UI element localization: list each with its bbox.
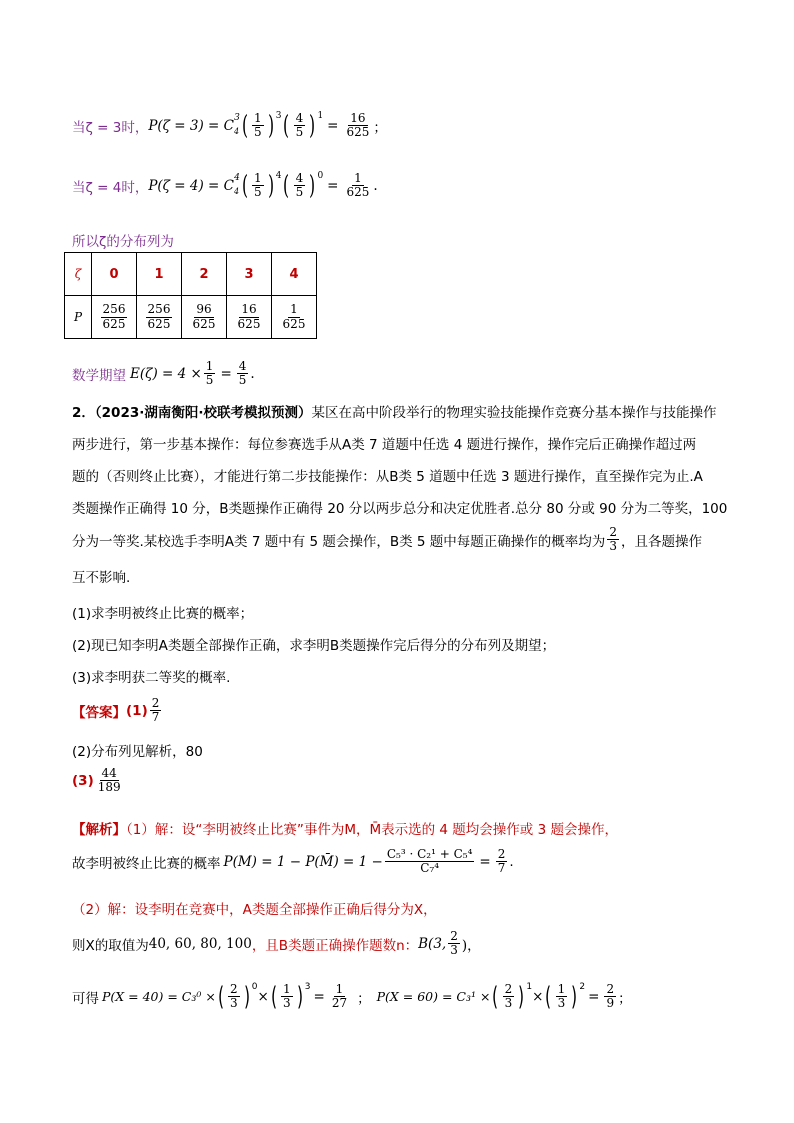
problem-line-2: 两步进行，第一步基本操作：每位参赛选手从A类 7 道题中任选 4 题进行操作，操作完后正确操作超过两 — [72, 437, 697, 453]
question-2: (2)现已知李明A类题全部操作正确，求李明B类题操作完后得分的分布列及期望； — [72, 638, 556, 654]
problem-line-3: 题的（否则终止比赛），才能进行第二步技能操作：从B类 5 道题中任选 3 题进行操作，直至操作完为止.A — [72, 469, 703, 485]
line-prefix: 当ζ = 4时， — [72, 179, 149, 196]
result-fraction: $\frac{1}{625}$ — [346, 171, 370, 200]
table-cell: P — [65, 296, 92, 339]
question-3: (3)求李明获二等奖的概率. — [72, 670, 231, 686]
table-cell: $\frac{256}{625}$ — [92, 296, 137, 339]
table-cell: $\frac{16}{625}$ — [227, 296, 272, 339]
answer-line-1: 【答案】 (1) $\frac{2}{7}$ — [72, 696, 160, 725]
prob-expression: $P(\zeta = 4) = C_4^4$ — [148, 172, 240, 196]
problem-line-5: 分为一等奖.某校选手李明A类 7 题中有 5 题会操作，B类 5 题中每题正确操作的概率均为 $\frac{2}{3}$ ，且各题操作 — [72, 525, 702, 554]
table-row — [65, 253, 317, 296]
solution-line-1: 【解析】（1）解：设“李明被终止比赛”事件为M，M̄表示选的 4 题均会操作或 3 题会操作， — [72, 822, 618, 838]
question-1: (1)求李明被终止比赛的概率； — [72, 606, 254, 622]
problem-line-4: 类题操作正确得 10 分，B类题操作正确得 20 分以两步总分和决定优胜者.总分 80 分或 90 分为二等奖，100 — [72, 501, 728, 517]
line-prefix: 当ζ = 3时， — [72, 119, 149, 136]
table-header: 1 — [137, 253, 182, 296]
table-row — [65, 296, 317, 339]
table-cell: $\frac{96}{625}$ — [182, 296, 227, 339]
dist-line-3: 当ζ = 3时， $P(\zeta = 3) = C_4^3$ ( $\frac{1}{5}$ ) 3 ( $\frac{4}{5}$ ) 1 = $\frac{16}{625}$ ； — [72, 110, 387, 141]
answer-line-3: (3) $\frac{44}{189}$ — [72, 766, 121, 795]
problem-line-1: 2．（2023·湖南衡阳·校联考模拟预测）某区在高中阶段举行的物理实验技能操作竞赛分基本操作与技能操作 — [72, 405, 717, 421]
table-header: 0 — [92, 253, 137, 296]
table-header: 3 — [227, 253, 272, 296]
distribution-table — [64, 252, 317, 339]
problem-line-6: 互不影响. — [72, 570, 131, 586]
result-fraction: $\frac{16}{625}$ — [346, 111, 370, 140]
solution-line-4: 则X的取值为 40, 60, 80, 100 ，且B类题正确操作题数n： B(3, $\frac{2}{3}$ )， — [72, 929, 481, 958]
expectation-line: 数学期望 E(ζ) = 4 × $\frac{1}{5}$ = $\frac{4}{5}$ . — [72, 359, 255, 388]
solution-line-2: 故李明被终止比赛的概率 P(M) = 1 − P(M̄) = 1 − $\frac{\text{C₅³ · C₂¹ + C₅⁴}}{\text{C₇⁴}}$ = $\frac{2}{7}$ . — [72, 847, 514, 876]
answer-line-2: (2)分布列见解析，80 — [72, 744, 203, 760]
dist-title: 所以ζ的分布列为 — [72, 234, 174, 250]
table-cell: ζ — [65, 253, 92, 296]
solution-line-3: （2）解：设李明在竞赛中，A类题全部操作正确后得分为X， — [72, 902, 437, 918]
table-cell: $\frac{256}{625}$ — [137, 296, 182, 339]
table-cell: $\frac{1}{625}$ — [272, 296, 317, 339]
dist-line-4: 当ζ = 4时， $P(\zeta = 4) = C_4^4$ ( $\frac{1}{5}$ ) 4 ( $\frac{4}{5}$ ) 0 = $\frac{1}{625}$ . — [72, 170, 378, 201]
table-header: 2 — [182, 253, 227, 296]
table-header: 4 — [272, 253, 317, 296]
solution-line-5: 可得 P(X = 40) = C₃⁰ × ( $\frac{2}{3}$ ) 0 × ( $\frac{1}{3}$ ) 3 = $\frac{1}{27}$ ； P(X = 60) = C₃¹ × ( $\frac{2}{3}$ ) 1 × ( $\frac{1}{3}$ ) 2 = $\frac{2}{9}$ ； — [72, 981, 632, 1012]
prob-expression: $P(\zeta = 3) = C_4^3$ — [148, 112, 240, 136]
